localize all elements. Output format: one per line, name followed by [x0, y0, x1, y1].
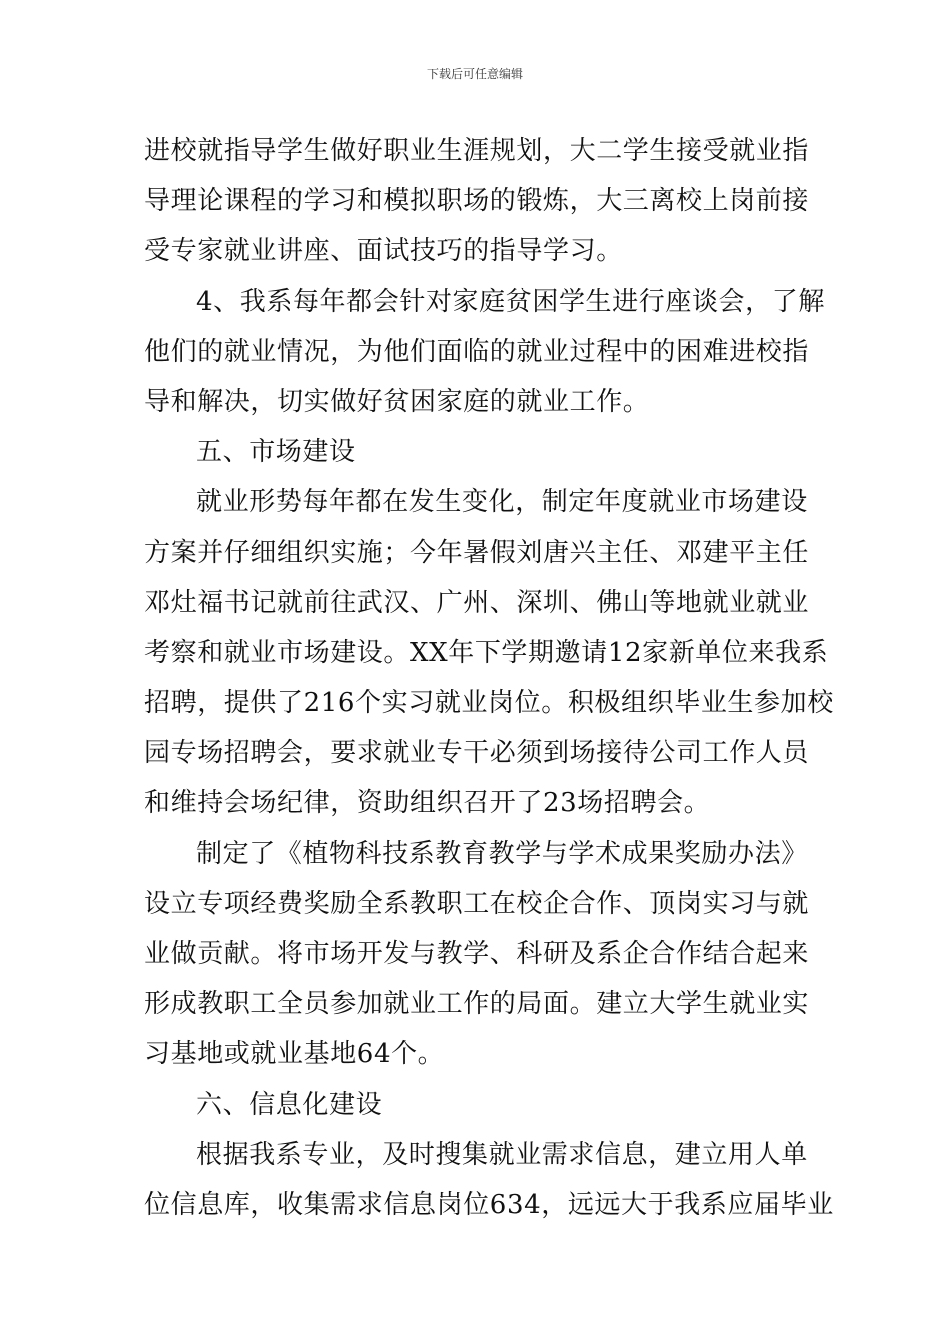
text-line: 设立专项经费奖励全系教职工在校企合作、顶岗实习与就: [144, 888, 810, 919]
paragraph-reward-policy: [144, 829, 814, 1080]
text-line: 4、我系每年都会针对家庭贫困学生进行座谈会，了解: [196, 286, 825, 317]
text-line: 方案并仔细组织实施；今年暑假刘唐兴主任、邓建平主任: [144, 537, 810, 568]
text-line: 他们的就业情况，为他们面临的就业过程中的困难进校指: [144, 336, 810, 367]
text-line: 受专家就业讲座、面试技巧的指导学习。: [144, 236, 623, 267]
paragraph-information-collection: [144, 1130, 834, 1230]
text-line: 导理论课程的学习和模拟职场的锻炼，大三离校上岗前接: [144, 186, 810, 217]
text-line: 根据我系专业，及时搜集就业需求信息，建立用人单: [196, 1139, 808, 1170]
heading-text: 五、市场建设: [196, 437, 356, 468]
paragraph-market-building: [144, 477, 834, 828]
text-line: 就业形势每年都在发生变化，制定年度就业市场建设: [196, 487, 808, 518]
section-heading-market: [144, 427, 814, 477]
text-line: 习基地或就业基地64个。: [144, 1039, 445, 1070]
text-line: 园专场招聘会，要求就业专干必须到场接待公司工作人员: [144, 738, 810, 769]
text-line: 制定了《植物科技系教育教学与学术成果奖励办法》: [196, 838, 808, 869]
section-heading-informatization: [144, 1080, 814, 1130]
text-line: 业做贡献。将市场开发与教学、科研及系企合作结合起来: [144, 939, 810, 969]
text-line: 考察和就业市场建设。XX年下学期邀请12家新单位来我系: [144, 637, 829, 668]
paragraph-career-guidance: [144, 126, 814, 277]
paragraph-item-4: [144, 277, 825, 428]
text-line: 导和解决，切实做好贫困家庭的就业工作。: [144, 386, 650, 417]
text-line: 形成教职工全员参加就业工作的局面。建立大学生就业实: [144, 989, 810, 1020]
text-line: 招聘，提供了216个实习就业岗位。积极组织毕业生参加校: [144, 688, 834, 719]
heading-text: 六、信息化建设: [196, 1089, 383, 1120]
text-line: 和维持会场纪律，资助组织召开了23场招聘会。: [144, 788, 711, 819]
text-line: 位信息库，收集需求信息岗位634，远远大于我系应届毕业: [144, 1189, 834, 1220]
document-body: [144, 126, 834, 1230]
page-header: 下载后可任意编辑: [426, 67, 523, 81]
text-line: 邓灶福书记就前往武汉、广州、深圳、佛山等地就业就业: [144, 587, 810, 618]
text-line: 进校就指导学生做好职业生涯规划，大二学生接受就业指: [144, 136, 810, 166]
